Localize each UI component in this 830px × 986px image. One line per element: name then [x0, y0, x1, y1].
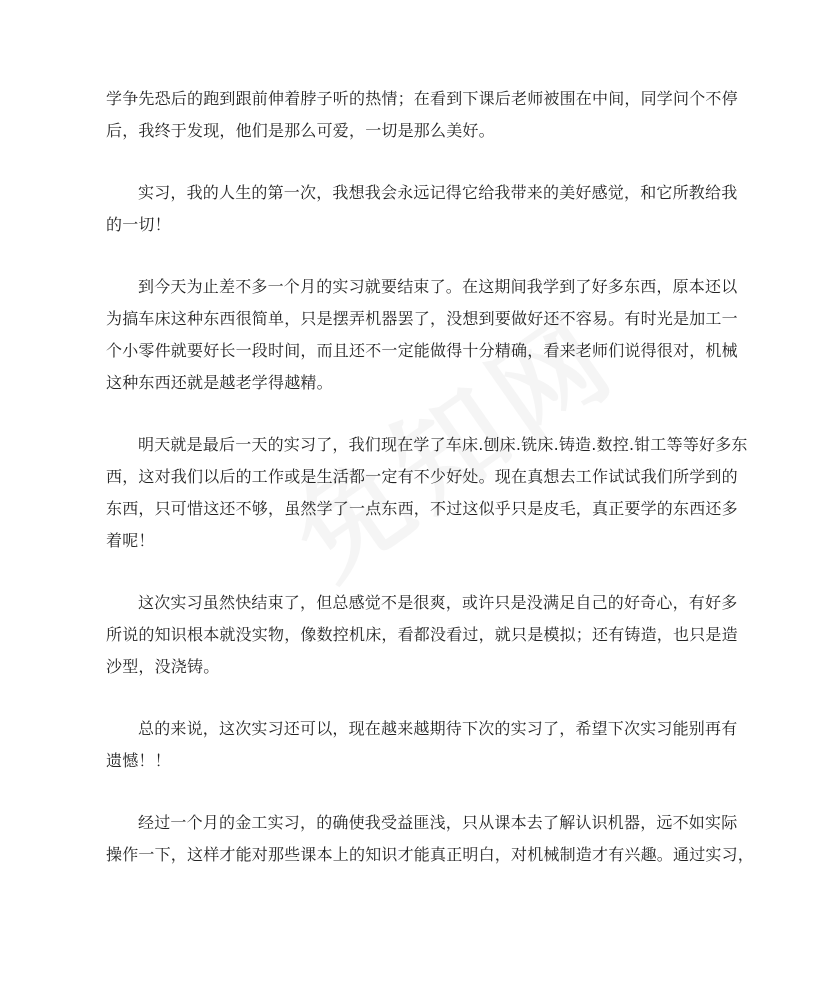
paragraph-2 — [106, 177, 736, 241]
paragraph-6 — [106, 713, 736, 777]
text-line: 操作一下，这样才能对那些课本上的知识才能真正明白，对机械制造才有兴趣。通过实习， — [106, 845, 755, 864]
text-line: 总的来说，这次实习还可以，现在越来越期待下次的实习了，希望下次实习能别再有 — [138, 719, 738, 738]
text-line: 西，这对我们以后的工作或是生活都一定有不少好处。现在真想去工作试试我们所学到的 — [106, 467, 738, 486]
text-line: 明天就是最后一天的实习了，我们现在学了车床.刨床.铣床.铸造.数控.钳工等等好多东 — [138, 435, 748, 454]
paragraph-7 — [106, 807, 755, 871]
paragraph-1 — [106, 83, 736, 147]
text-line: 遗憾！！ — [106, 751, 171, 770]
text-line: 个小零件就要好长一段时间，而且还不一定能做得十分精确，看来老师们说得很对，机械 — [106, 341, 738, 360]
text-line: 后，我终于发现，他们是那么可爱，一切是那么美好。 — [106, 121, 495, 140]
text-line: 经过一个月的金工实习，的确使我受益匪浅，只从课本去了解认识机器，远不如实际 — [138, 813, 738, 832]
text-line: 沙型，没浇铸。 — [106, 657, 220, 676]
text-line: 的一切！ — [106, 215, 171, 234]
paragraph-5 — [106, 587, 736, 683]
text-line: 这种东西还就是越老学得越精。 — [106, 373, 333, 392]
text-line: 为搞车床这种东西很简单，只是摆弄机器罢了，没想到要做好还不容易。有时光是加工一 — [106, 309, 738, 328]
text-line: 所说的知识根本就没实物，像数控机床，看都没看过，就只是模拟；还有铸造，也只是造 — [106, 625, 738, 644]
text-line: 学争先恐后的跑到跟前伸着脖子听的热情；在看到下课后老师被围在中间，同学问个不停 — [106, 89, 738, 108]
text-line: 着呢！ — [106, 531, 155, 550]
document-body — [106, 83, 755, 901]
paragraph-4 — [106, 429, 748, 557]
text-line: 实习，我的人生的第一次，我想我会永远记得它给我带来的美好感觉，和它所教给我 — [138, 183, 738, 202]
paragraph-3 — [106, 271, 736, 399]
text-line: 到今天为止差不多一个月的实习就要结束了。在这期间我学到了好多东西，原本还以 — [138, 277, 738, 296]
text-line: 这次实习虽然快结束了，但总感觉不是很爽，或许只是没满足自己的好奇心，有好多 — [138, 593, 738, 612]
text-line: 东西，只可惜这还不够，虽然学了一点东西，不过这似乎只是皮毛，真正要学的东西还多 — [106, 499, 738, 518]
